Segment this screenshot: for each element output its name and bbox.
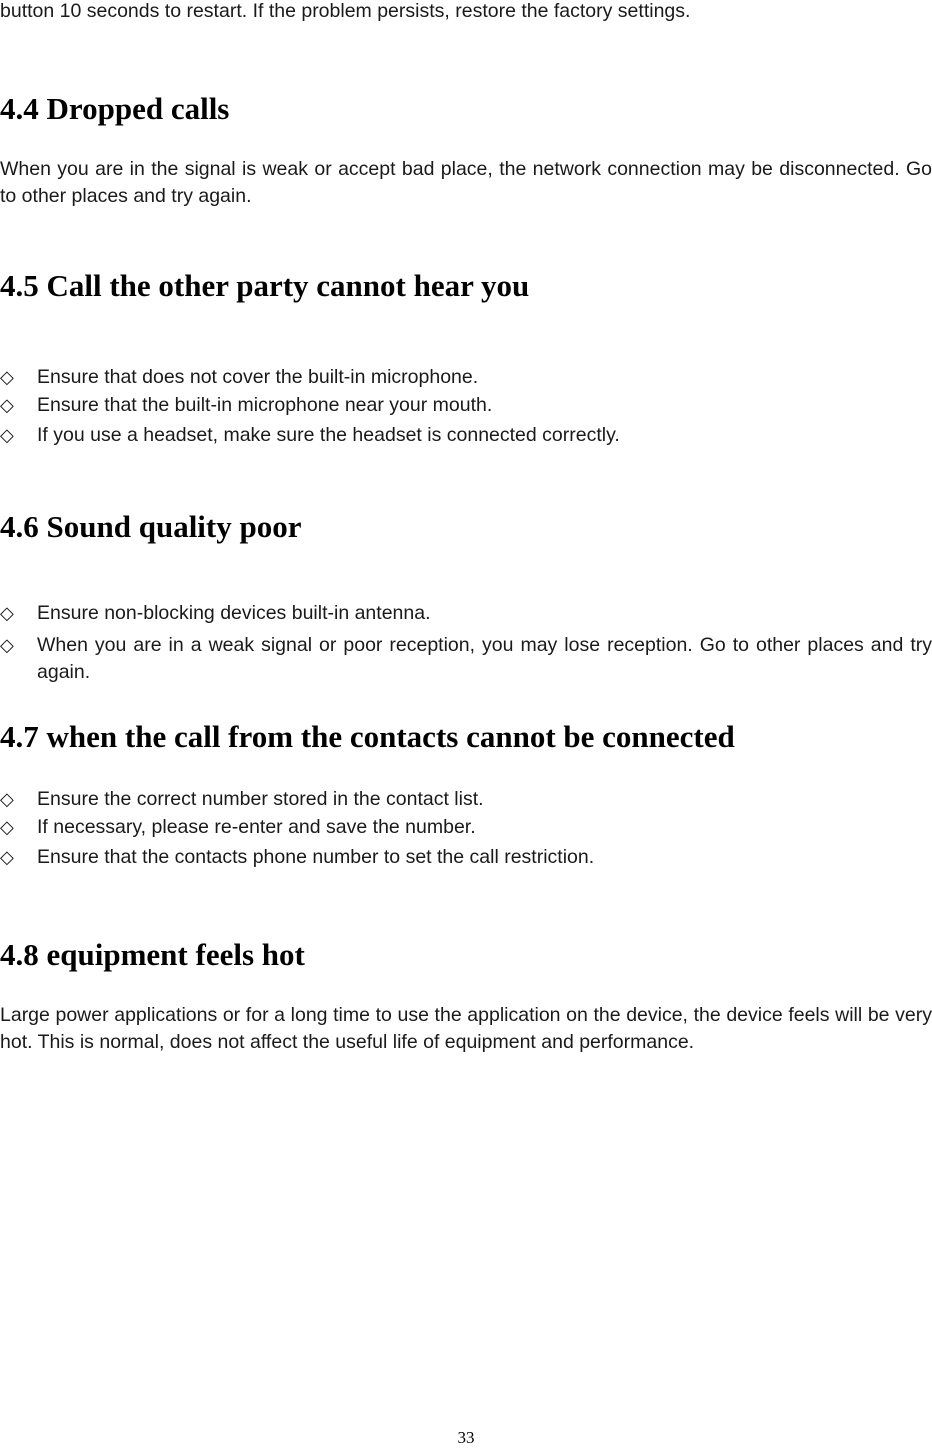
list-item-text: Ensure that the built-in microphone near your mouth. xyxy=(37,394,493,416)
diamond-bullet-icon: ◇ xyxy=(0,789,14,810)
diamond-bullet-icon: ◇ xyxy=(0,367,14,388)
diamond-bullet-icon: ◇ xyxy=(0,425,14,446)
list-item xyxy=(0,364,932,391)
page-number: 33 xyxy=(457,1428,475,1447)
section-heading-4-7: 4.7 when the call from the contacts cannot be connected xyxy=(0,719,735,754)
diamond-bullet-icon: ◇ xyxy=(0,817,14,838)
list-item-text: Ensure non-blocking devices built-in antenna. xyxy=(37,602,431,624)
list-item-text: If you use a headset, make sure the headset is connected correctly. xyxy=(37,424,620,446)
list-item xyxy=(0,392,932,419)
section-heading-4-8: 4.8 equipment feels hot xyxy=(0,937,305,972)
list-item-text: When you are in a weak signal or poor reception, you may lose reception. Go to other places and try again. xyxy=(37,634,932,683)
list-item xyxy=(0,600,932,627)
list-item xyxy=(0,422,932,449)
list-item-text: Ensure the correct number stored in the contact list. xyxy=(37,788,484,810)
carry-over-text: button 10 seconds to restart. If the problem persists, restore the factory settings. xyxy=(0,0,691,22)
list-item xyxy=(0,632,932,686)
diamond-bullet-icon: ◇ xyxy=(0,603,14,624)
diamond-bullet-icon: ◇ xyxy=(0,395,14,416)
list-item-text: Ensure that the contacts phone number to set the call restriction. xyxy=(37,846,595,868)
diamond-bullet-icon: ◇ xyxy=(0,847,14,868)
list-item xyxy=(0,814,932,841)
section-4-8-paragraph: Large power applications or for a long time to use the application on the device, the device feels will be very hot. This is normal, does not affect the useful life of equipment and performance. xyxy=(0,1004,932,1053)
list-item-text: Ensure that does not cover the built-in microphone. xyxy=(37,366,479,388)
list-item-text: If necessary, please re-enter and save the number. xyxy=(37,816,476,838)
list-item xyxy=(0,844,932,871)
section-heading-4-4: 4.4 Dropped calls xyxy=(0,91,230,126)
list-item xyxy=(0,786,932,813)
section-heading-4-5: 4.5 Call the other party cannot hear you xyxy=(0,268,530,303)
section-4-4-paragraph: When you are in the signal is weak or accept bad place, the network connection may be disconnected. Go to other places and try again. xyxy=(0,158,932,207)
diamond-bullet-icon: ◇ xyxy=(0,635,14,656)
section-heading-4-6: 4.6 Sound quality poor xyxy=(0,509,302,544)
